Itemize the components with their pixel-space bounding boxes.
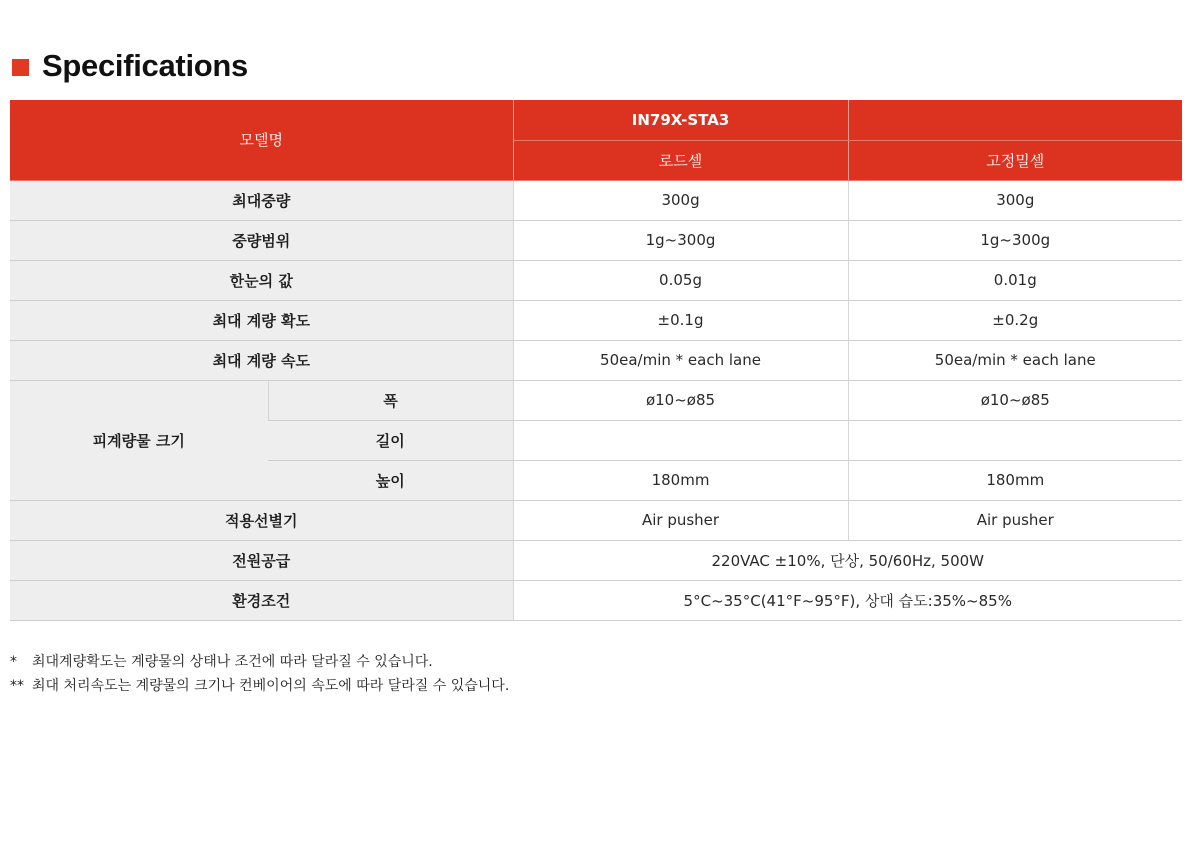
table-row (10, 300, 1182, 340)
model-name-empty-cell (848, 100, 1182, 140)
value-loadcell: Air pusher (513, 500, 848, 540)
footnote (10, 674, 509, 698)
spec-table (10, 100, 1182, 621)
value-loadcell: ±0.1g (513, 300, 848, 340)
row-sublabel: 폭 (268, 380, 513, 420)
row-label: 한눈의 값 (10, 260, 513, 300)
model-name-cell: IN79X-STA3 (513, 100, 848, 140)
value-precision-cell: Air pusher (848, 500, 1182, 540)
table-row (10, 500, 1182, 540)
value-merged: 5°C~35°C(41°F~95°F), 상대 습도:35%~85% (513, 580, 1182, 620)
value-loadcell: 180mm (513, 460, 848, 500)
value-precision-cell: 50ea/min * each lane (848, 340, 1182, 380)
table-row (10, 540, 1182, 580)
table-row (10, 220, 1182, 260)
row-sublabel: 높이 (268, 460, 513, 500)
value-loadcell: 1g~300g (513, 220, 848, 260)
header-row-model (10, 100, 1182, 140)
value-loadcell (513, 420, 848, 460)
footnote-text: 최대 처리속도는 계량물의 크기나 컨베이어의 속도에 따라 달라질 수 있습니다. (32, 678, 510, 694)
value-precision-cell: ø10~ø85 (848, 380, 1182, 420)
page-title: Specifications (42, 48, 248, 83)
row-label: 적용선별기 (10, 500, 513, 540)
column-header-precision-cell: 고정밀셀 (848, 140, 1182, 180)
table-row (10, 380, 1182, 420)
footnote (10, 650, 509, 674)
value-loadcell: 50ea/min * each lane (513, 340, 848, 380)
row-label: 중량범위 (10, 220, 513, 260)
row-label: 전원공급 (10, 540, 513, 580)
value-loadcell: ø10~ø85 (513, 380, 848, 420)
row-label: 최대 계량 속도 (10, 340, 513, 380)
footnote-mark: ** (10, 678, 24, 694)
value-precision-cell (848, 420, 1182, 460)
value-merged: 220VAC ±10%, 단상, 50/60Hz, 500W (513, 540, 1182, 580)
value-precision-cell: 0.01g (848, 260, 1182, 300)
row-label: 최대중량 (10, 180, 513, 220)
value-loadcell: 300g (513, 180, 848, 220)
footnote-text: 최대계량확도는 계량물의 상태나 조건에 따라 달라질 수 있습니다. (32, 654, 433, 670)
row-label: 환경조건 (10, 580, 513, 620)
value-precision-cell: 1g~300g (848, 220, 1182, 260)
row-sublabel: 길이 (268, 420, 513, 460)
row-group-label: 피계량물 크기 (10, 380, 268, 500)
model-label-cell: 모델명 (10, 100, 513, 180)
column-header-loadcell: 로드셀 (513, 140, 848, 180)
table-row (10, 260, 1182, 300)
footnote-mark: * (10, 654, 17, 670)
row-label: 최대 계량 확도 (10, 300, 513, 340)
footnotes (10, 650, 509, 698)
value-precision-cell: 300g (848, 180, 1182, 220)
value-precision-cell: 180mm (848, 460, 1182, 500)
value-precision-cell: ±0.2g (848, 300, 1182, 340)
section-heading (12, 44, 248, 88)
table-row (10, 340, 1182, 380)
table-row (10, 580, 1182, 620)
red-square-bullet-icon (12, 59, 29, 76)
value-loadcell: 0.05g (513, 260, 848, 300)
table-row (10, 180, 1182, 220)
